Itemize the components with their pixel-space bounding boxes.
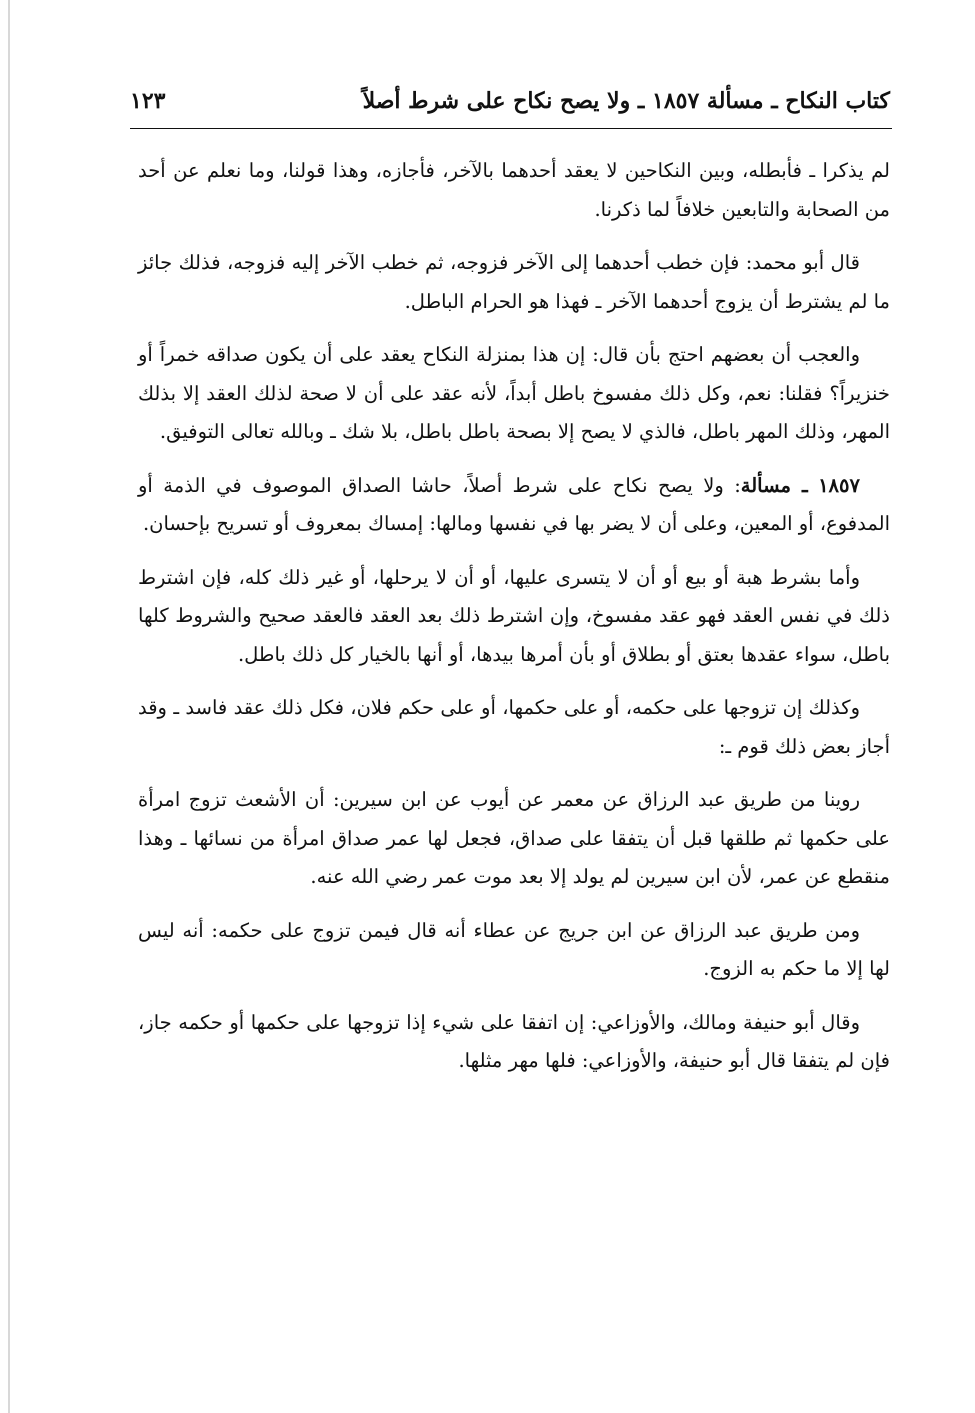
issue-text: : ولا يصح نكاح على شرط أصلاً، حاشا الصداق الموصوف في الذمة أو المدفوع، أو المعين، وعلى أن لا يضر بها في نفسها ومالها: إمساك بمعروف أو تسريح بإحسان. [138,473,890,535]
issue-label: ـ مسألة [740,473,808,497]
paragraph-9: وقال أبو حنيفة ومالك، والأوزاعي: إن اتفقا على شيء إذا تزوجها على حكمها أو حكمه جاز، فإن لم يتفقا قال أبو حنيفة، والأوزاعي: فلها مهر مثلها. [138,1010,890,1072]
paragraph-8: ومن طريق عبد الرزاق عن ابن جريج عن عطاء أنه قال فيمن تزوج على حكمه: أنه ليس لها إلا ما حكم به الزوج. [138,918,890,980]
page-number: ١٢٣ [130,88,166,114]
paragraph-1: لم يذكرا ـ فأبطله، وبين النكاحين لا يعقد أحدهما بالآخر، فأجازه، وهذا قولنا، وما نعلم عن أحد من الصحابة والتابعين خلافاً لما ذكرنا. [138,159,890,221]
header-rule [130,128,892,129]
paragraph-6: وكذلك إن تزوجها على حكمه، أو على حكمها، أو على حكم فلان، فكل ذلك عقد فاسد ـ وقد أجاز بعض ذلك قوم ـ: [138,696,890,758]
header-title: كتاب النكاح ـ مسألة ١٨٥٧ ـ ولا يصح نكاح على شرط أصلاً [362,88,890,114]
paragraph-7: روينا من طريق عبد الرزاق عن معمر عن أيوب عن ابن سيرين: أن الأشعث تزوج امرأة على حكمها ثم طلقها قبل أن يتفقا على صداق، فجعل لها عمر صداق امرأة من نسائها ـ وهذا منقطع عن عمر، لأن ابن سيرين لم يولد إلا بعد موت عمر رضي الله عنه. [138,788,890,888]
issue-number: ١٨٥٧ [818,473,860,497]
issue-paragraph [138,467,890,544]
body-text [138,152,890,1096]
running-header [130,80,890,120]
paragraph-3: والعجب أن بعضهم احتج بأن قال: إن هذا بمنزلة النكاح يعقد على أن يكون صداقه خمراً أو خنزيراً؟ فقلنا: نعم، وكل ذلك مفسوخ باطل أبداً، لأنه عقد على أن لا صحة لذلك العقد إلا بذلك المهر، وذلك المهر باطل، فالذي لا يصح إلا بصحة باطل باطل، بلا شك ـ وبالله تعالى التوفيق. [138,343,890,443]
paragraph-2: قال أبو محمد: فإن خطب أحدهما إلى الآخر فزوجه، ثم خطب الآخر إليه فزوجه، فذلك جائز ما لم يشترط أن يزوج أحدهما الآخر ـ فهذا هو الحرام الباطل. [138,251,890,313]
page-edge-shadow [8,0,10,1413]
paragraph-5: وأما بشرط هبة أو بيع أو أن لا يتسرى عليها، أو أن لا يرحلها، أو غير ذلك كله، فإن اشترط ذلك في نفس العقد فهو عقد مفسوخ، وإن اشترط ذلك بعد العقد فالعقد صحيح والشروط كلها باطل، سواء عقدها بعتق أو بطلاق أو بأن أمرها بيدها، أو أنها بالخيار كل ذلك باطل. [138,565,890,666]
